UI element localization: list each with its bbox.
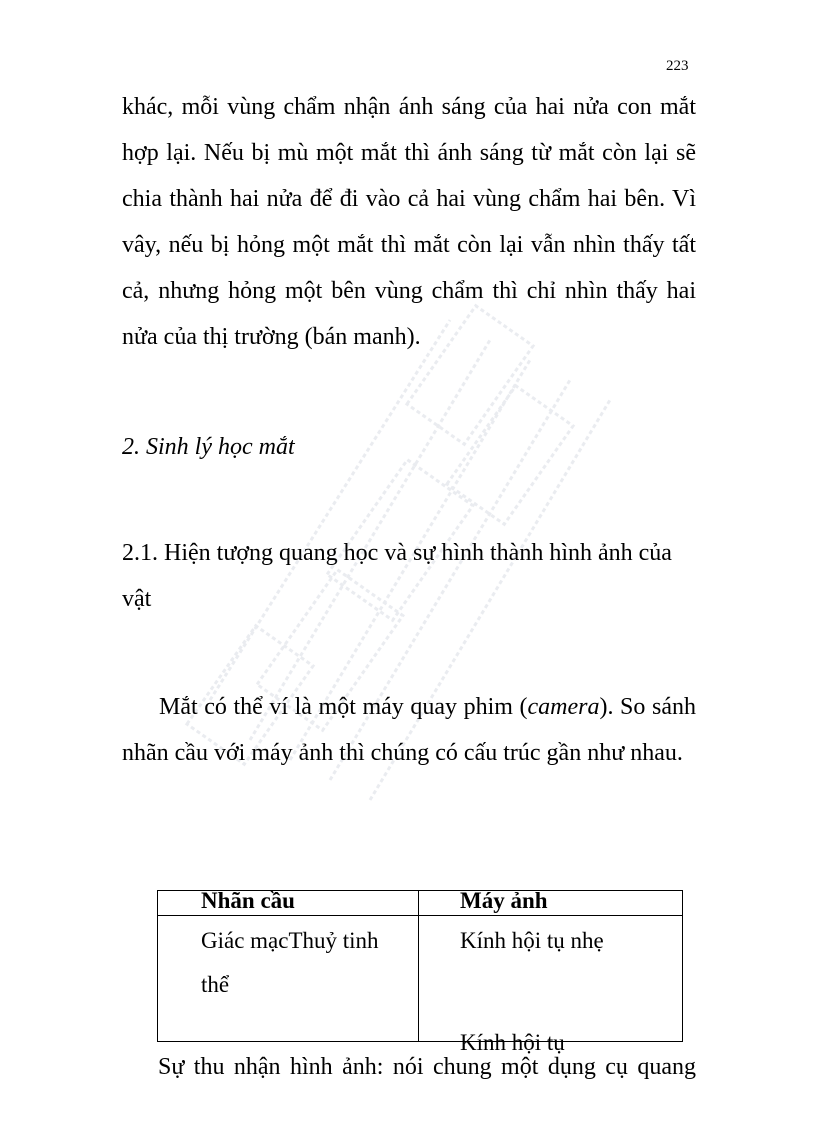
paragraph-3-italic-term: camera	[527, 694, 600, 720]
table-cell-camera-lens-cut: Kính hội tụ	[460, 1030, 565, 1055]
table-header-camera: Máy ảnh	[460, 888, 548, 913]
section-heading: 2. Sinh lý học mắt	[122, 434, 295, 460]
subsection-heading: 2.1. Hiện tượng quang học và sự hình thành hình ảnh của vật	[122, 540, 672, 612]
page-number: 223	[666, 58, 689, 74]
paragraph-1: khác, mỗi vùng chẩm nhận ánh sáng của hai nửa con mắt hợp lại. Nếu bị mù một mắt thì ánh sáng từ mắt còn lại sẽ chia thành hai nửa để đi vào cả hai vùng chẩm hai bên. Vì vây, nếu bị hỏng một mắt thì mắt còn lại vẫn nhìn thấy tất cả, nhưng hỏng một bên vùng chẩm thì chỉ nhìn thấy hai nửa của thị trường (bán manh).	[122, 94, 696, 350]
comparison-table	[157, 888, 683, 1055]
header-divider	[418, 915, 682, 916]
paragraph-3-end: ). So sánh nhãn cầu với máy ảnh thì chúng có cấu trúc gần như nhau.	[122, 694, 696, 766]
header-divider	[158, 915, 418, 916]
table-column-eye	[158, 888, 419, 1041]
table-cell-camera-lens: Kính hội tụ nhẹ	[460, 928, 604, 953]
table-cell-eye-parts: Giác mạcThuỷ tinh thể	[201, 928, 379, 997]
table-column-camera	[418, 888, 682, 1055]
paragraph-3-start: Mắt có thể ví là một máy quay phim (	[159, 694, 528, 720]
table-header-eye: Nhãn cầu	[201, 888, 295, 913]
paragraph-4: Sự thu nhận hình ảnh: nói chung một dụng cụ quang	[158, 1054, 696, 1080]
paragraph-3	[122, 684, 696, 776]
